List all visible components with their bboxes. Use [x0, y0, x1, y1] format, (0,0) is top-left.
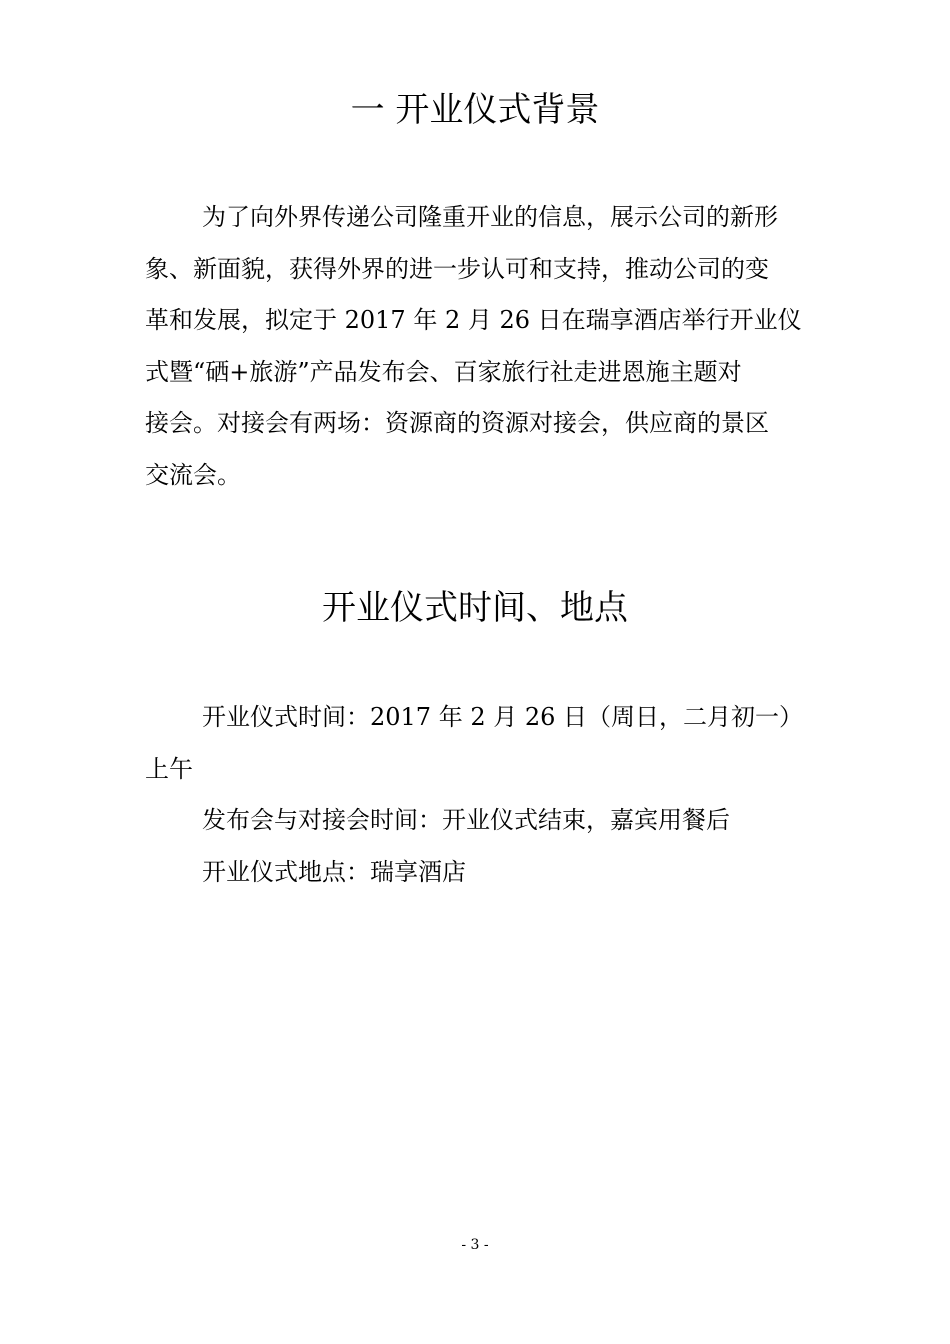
ceremony-location-line: 开业仪式地点：瑞享酒店: [202, 857, 466, 886]
page-number: - 3 -: [461, 1237, 489, 1253]
event-time-line: 发布会与对接会时间：开业仪式结束，嘉宾用餐后: [202, 806, 730, 834]
ceremony-time-line: 开业仪式时间：2017 年 2 月 26 日（周日，二月初一）: [202, 703, 804, 731]
paragraph-line: 交流会。: [145, 460, 241, 489]
section-heading-background: 一 开业仪式背景: [350, 90, 600, 130]
paragraph-line: 革和发展，拟定于 2017 年 2 月 26 日在瑞享酒店举行开业仪: [145, 306, 802, 334]
paragraph-line: 象、新面貌，获得外界的进一步认可和支持，推动公司的变: [145, 254, 769, 283]
ceremony-time-continuation: 上午: [145, 754, 193, 783]
background-paragraph: [145, 192, 810, 501]
time-location-block: [145, 692, 810, 898]
paragraph-line: 式暨“硒+旅游”产品发布会、百家旅行社走进恩施主题对: [145, 357, 742, 386]
section-heading-time-location: 开业仪式时间、地点: [322, 588, 628, 628]
paragraph-line: 接会。对接会有两场：资源商的资源对接会，供应商的景区: [145, 409, 769, 437]
paragraph-line: 为了向外界传递公司隆重开业的信息，展示公司的新形: [202, 203, 778, 231]
